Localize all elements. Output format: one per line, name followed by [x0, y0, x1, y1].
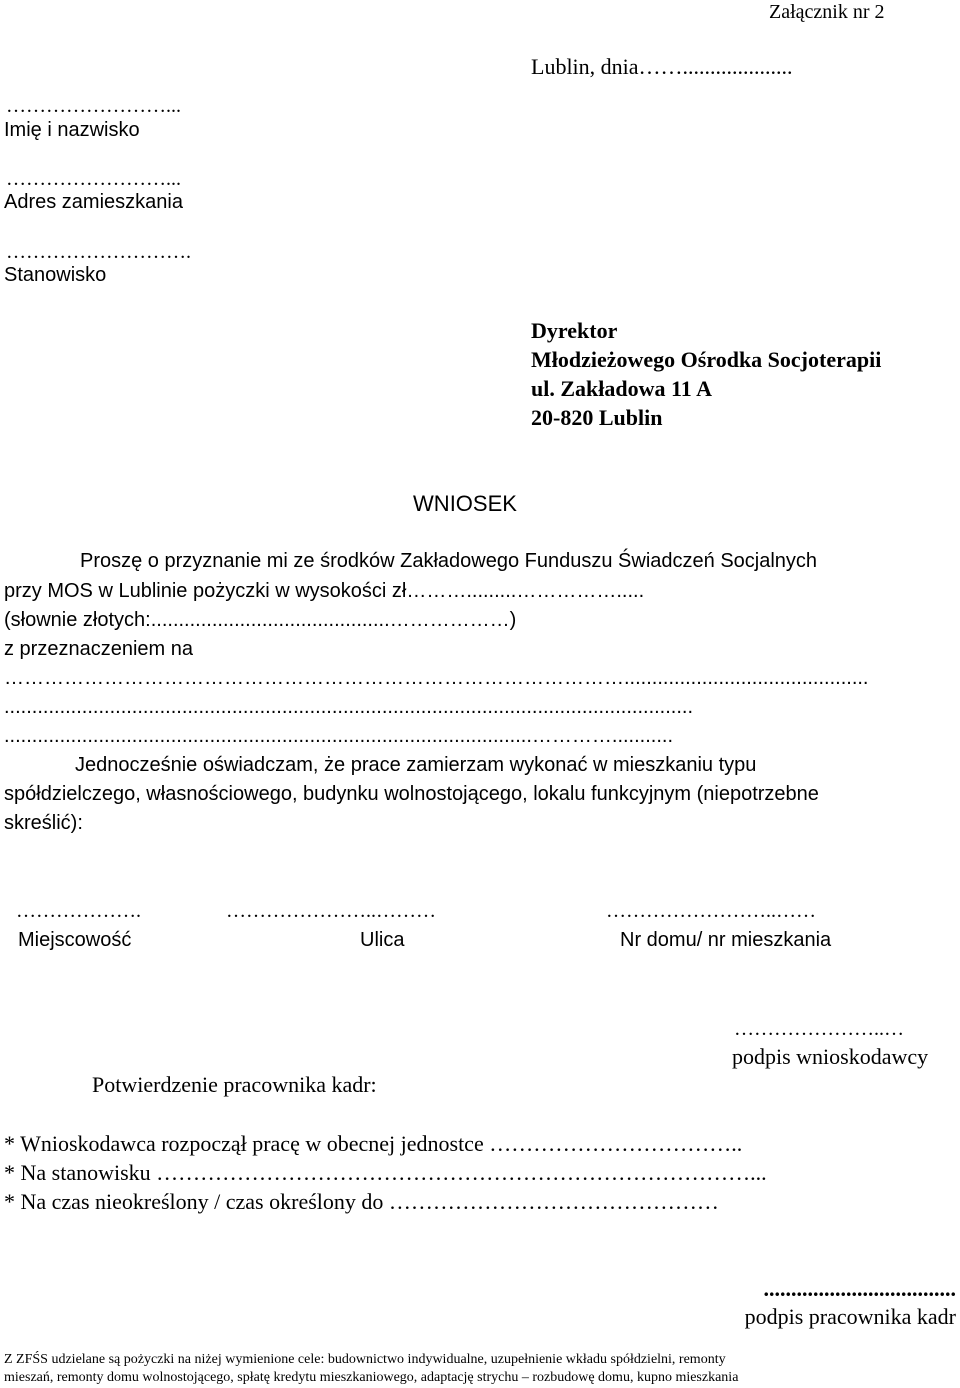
applicant-signature-dots: …………………..… [734, 1018, 904, 1040]
body-line-3: (słownie złotych:...........................................………………) [4, 609, 517, 631]
purpose-line-3: ...............................................................................................…………........... [4, 725, 674, 747]
hr-note-position: * Na stanowisku ………………………………………………………………………... [4, 1160, 767, 1185]
street-label: Ulica [360, 929, 405, 951]
body-line-4: z przeznaczeniem na [4, 638, 193, 660]
street-dots: …………………..……… [226, 900, 436, 922]
recipient-line-2: Młodzieżowego Ośrodka Socjoterapii [531, 347, 882, 372]
document-title-text: WNIOSEK [413, 491, 517, 516]
name-label: Imię i nazwisko [4, 119, 140, 141]
hr-note-contract: * Na czas nieokreślony / czas określony do ……………………………………… [4, 1189, 719, 1214]
position-label: Stanowisko [4, 264, 107, 286]
hr-signature-dots: ................................... [763, 1276, 956, 1301]
body-line-9: spółdzielczego, własnościowego, budynku wolnostojącego, lokalu funkcyjnym (niepotrzebne [4, 783, 819, 805]
hr-signature-label: podpis pracownika kadr [744, 1304, 956, 1329]
place-date-field: Lublin, dnia…….................... [531, 54, 793, 79]
name-dots: ……………………... [6, 95, 181, 117]
document-title [0, 491, 930, 517]
house-number-label: Nr domu/ nr mieszkania [620, 929, 832, 951]
purpose-line-1: …………………………………………………………………………………............................................ [4, 667, 869, 689]
body-line-2: przy MOS w Lublinie pożyczki w wysokości zł……….........……………..... [4, 580, 645, 602]
recipient-line-1: Dyrektor [531, 318, 618, 343]
city-dots: ………………. [16, 900, 141, 922]
city-label: Miejscowość [18, 929, 132, 951]
attachment-label: Załącznik nr 2 [769, 1, 885, 23]
body-line-1: Proszę o przyznanie mi ze środków Zakładowego Funduszu Świadczeń Socjalnych [80, 550, 818, 572]
footer-note-line-2: mieszań, remonty domu wolnostojącego, spłatę kredytu mieszkaniowego, adaptację strychu – rozbudowę domu, kupno mieszkania [4, 1370, 739, 1385]
body-line-10: skreślić): [4, 812, 83, 834]
footer-note-line-1: Z ZFŚS udzielane są pożyczki na niżej wymienione cele: budownictwo indywidualne, uzupełnienie wkładu spółdzielni, remonty [4, 1352, 726, 1367]
purpose-line-2: ............................................................................................................................ [4, 696, 694, 718]
recipient-line-3: ul. Zakładowa 11 A [531, 376, 712, 401]
applicant-signature-label: podpis wnioskodawcy [732, 1044, 929, 1069]
recipient-line-4: 20-820 Lublin [531, 405, 663, 430]
hr-confirmation-label: Potwierdzenie pracownika kadr: [92, 1072, 377, 1097]
address-label: Adres zamieszkania [4, 191, 183, 213]
body-line-8: Jednocześnie oświadczam, że prace zamierzam wykonać w mieszkaniu typu [75, 754, 757, 776]
address-dots: ……………………... [6, 168, 181, 190]
hr-note-start-date: * Wnioskodawca rozpoczął pracę w obecnej jednostce …………………………….. [4, 1131, 743, 1156]
position-dots: ………………………. [6, 241, 191, 263]
house-number-dots: ……………………..…… [606, 900, 816, 922]
